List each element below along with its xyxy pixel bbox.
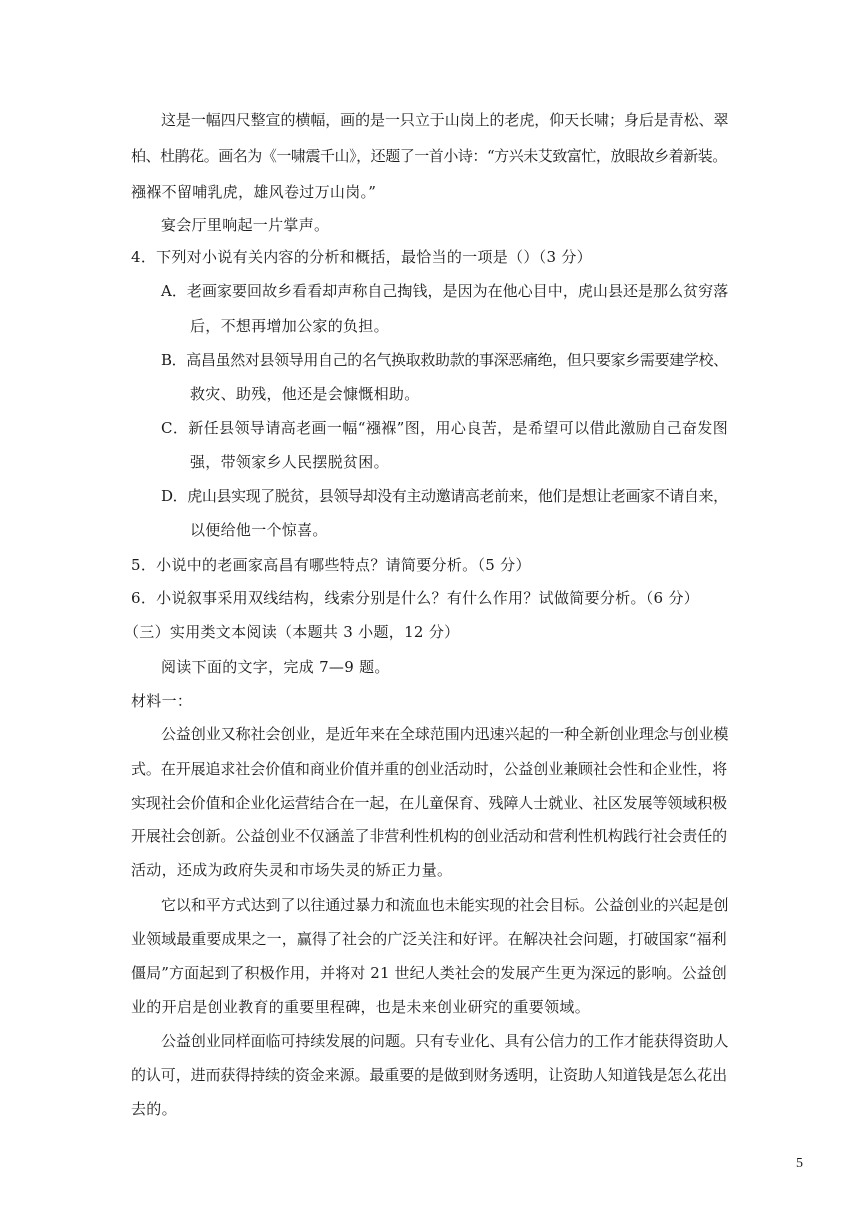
text-line: 实现社会价值和企业化运营结合在一起，在儿童保育、残障人士就业、社区发展等领域积极 xyxy=(131,794,728,812)
option-b: B．高昌虽然对县领导用自己的名气换取救助款的事深恶痛绝，但只要家乡需要建学校、 xyxy=(161,351,728,369)
text-line: 业的开启是创业教育的重要里程碑，也是未来创业研究的重要领域。 xyxy=(131,998,591,1016)
question-6: 6．小说叙事采用双线结构，线索分别是什么？有什么作用？试做简要分析。（6 分） xyxy=(131,589,700,607)
instruction: 阅读下面的文字，完成 7—9 题。 xyxy=(161,658,390,676)
text-line: 开展社会创新。公益创业不仅涵盖了非营利性机构的创业活动和营利性机构践行社会责任的 xyxy=(131,827,728,845)
text-line: 的认可，进而获得持续的资金来源。最重要的是做到财务透明，让资助人知道钱是怎么花出 xyxy=(131,1066,728,1084)
question-4: 4．下列对小说有关内容的分析和概括，最恰当的一项是（）（3 分） xyxy=(131,248,592,266)
text-line: 公益创业同样面临可持续发展的问题。只有专业化、具有公信力的工作才能获得资助人 xyxy=(161,1032,729,1050)
text-line: 僵局”方面起到了积极作用，并将对 21 世纪人类社会的发展产生更为深远的影响。公益创 xyxy=(131,964,727,982)
material-label: 材料一： xyxy=(131,692,193,710)
text-line: 这是一幅四尺整宣的横幅，画的是一只立于山岗上的老虎，仰天长啸；身后是青松、翠 xyxy=(161,111,729,129)
question-5: 5．小说中的老画家高昌有哪些特点？请简要分析。（5 分） xyxy=(131,556,531,574)
option-c: C．新任县领导请高老画一幅“襁褓”图，用心良苦，是希望可以借此激励自己奋发图 xyxy=(161,419,729,437)
text-line: 它以和平方式达到了以往通过暴力和流血也未能实现的社会目标。公益创业的兴起是创 xyxy=(161,896,729,914)
text-line: 去的。 xyxy=(131,1100,177,1118)
section-heading: （三）实用类文本阅读（本题共 3 小题，12 分） xyxy=(124,623,460,641)
text-line: 式。在开展追求社会价值和商业价值并重的创业活动时，公益创业兼顾社会性和企业性，将 xyxy=(131,760,728,778)
text-line: 柏、杜鹃花。画名为《一啸震千山》，还题了一首小诗：“方兴未艾致富忙，放眼故乡着新装。 xyxy=(131,147,727,165)
option-d-cont: 以便给他一个惊喜。 xyxy=(190,521,328,539)
text-line: 襁褓不留哺乳虎，雄风卷过万山岗。” xyxy=(131,183,377,201)
text-line: 宴会厅里响起一片掌声。 xyxy=(161,216,330,234)
text-line: 业领域最重要成果之一，赢得了社会的广泛关注和好评。在解决社会问题，打破国家“福利 xyxy=(131,930,727,948)
option-c-cont: 强，带领家乡人民摆脱贫困。 xyxy=(190,453,389,471)
text-line: 活动，还成为政府失灵和市场失灵的矫正力量。 xyxy=(131,861,453,879)
option-d: D．虎山县实现了脱贫，县领导却没有主动邀请高老前来，他们是想让老画家不请自来， xyxy=(161,487,728,505)
text-line: 公益创业又称社会创业，是近年来在全球范围内迅速兴起的一种全新创业理念与创业模 xyxy=(161,725,729,743)
option-b-cont: 救灾、助残，他还是会慷慨相助。 xyxy=(190,385,420,403)
option-a-cont: 后，不想再增加公家的负担。 xyxy=(190,317,389,335)
option-a: A．老画家要回故乡看看却声称自己掏钱，是因为在他心目中，虎山县还是那么贫穷落 xyxy=(161,282,729,300)
page-number: 5 xyxy=(796,1156,803,1171)
